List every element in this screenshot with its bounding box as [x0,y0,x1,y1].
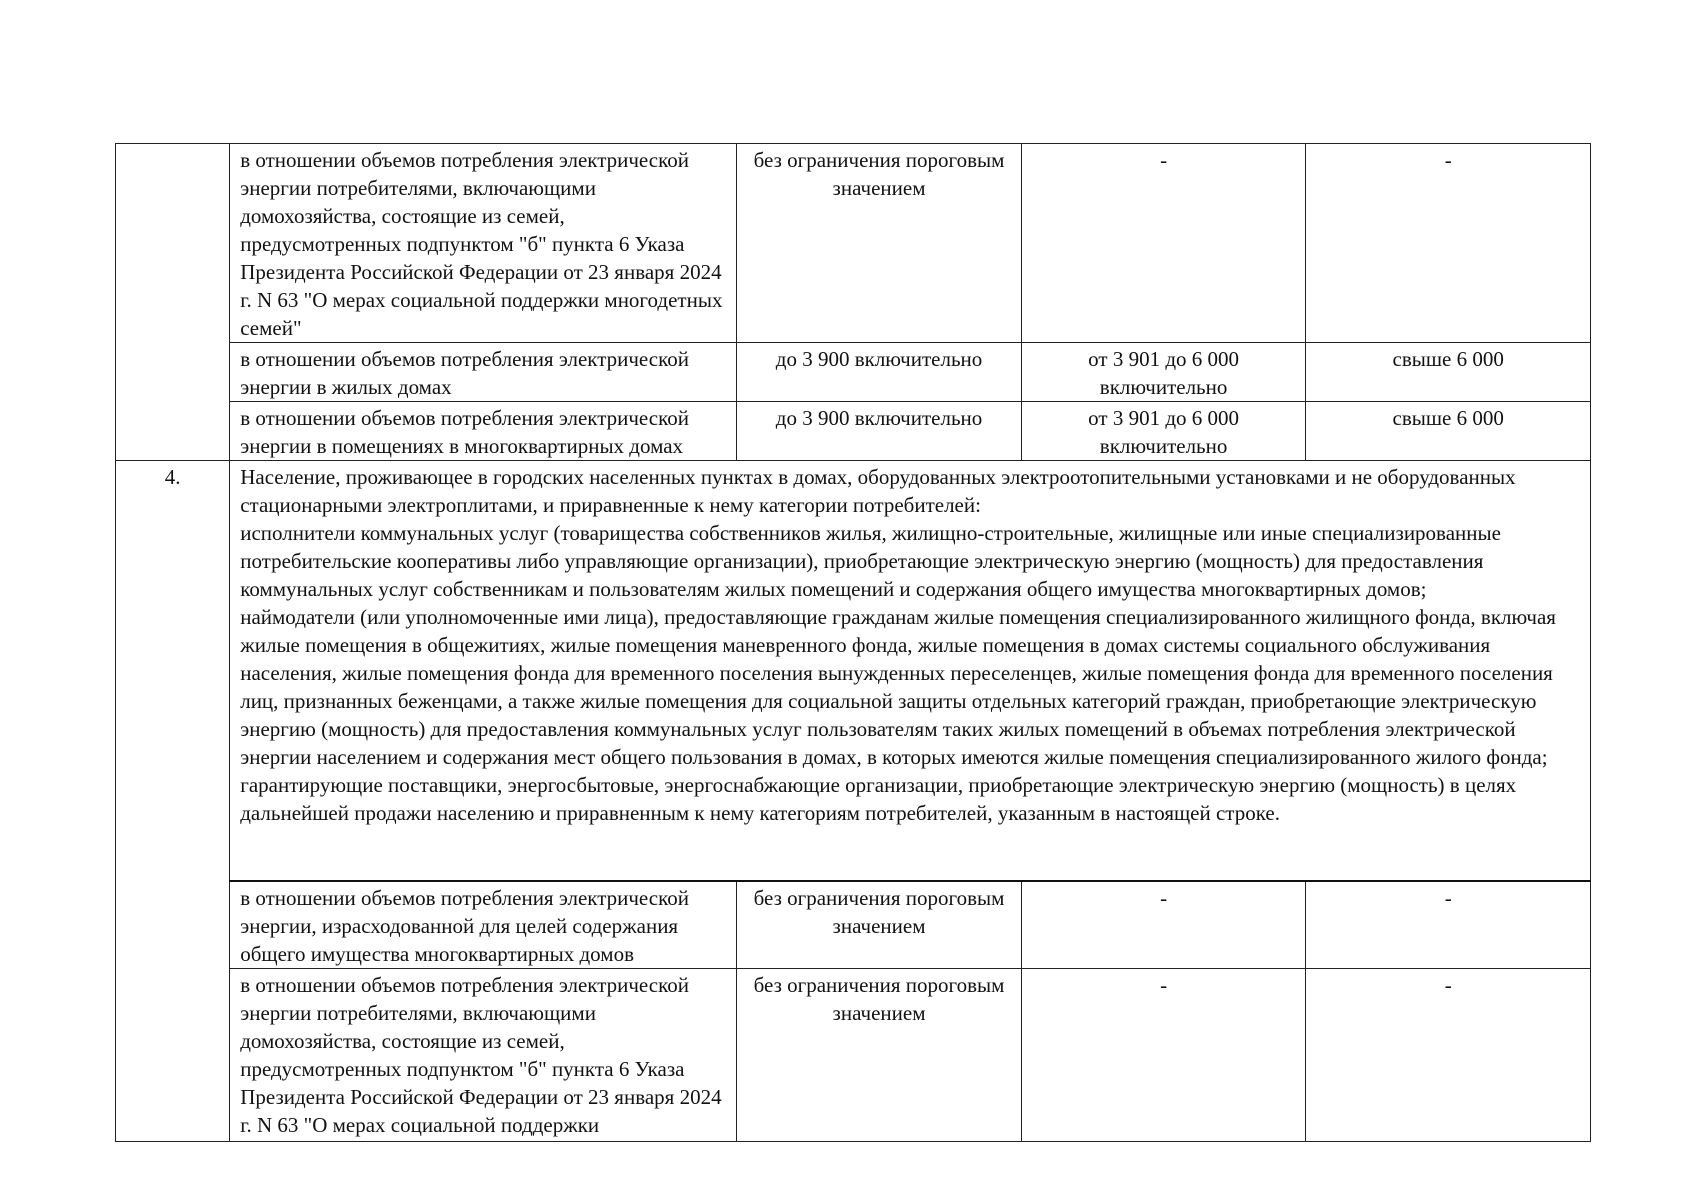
range-cell-1: без ограничения пороговым значением [737,144,1022,343]
description-text: в отношении объемов потребления электрической энергии потребителями, включающими домохозяйства, состоящие из семей, предусмотренных подпунктом "б" пункта 6 Указа Президента Российской Федерации от 23 января 2024 г. N 63 "О мерах социальной поддержки [240,972,722,1137]
range-cell-3: свыше 6 000 [1306,402,1591,461]
range-cell-3: - [1306,144,1591,343]
range-cell-2: - [1021,881,1306,969]
document-page [115,143,1591,1142]
description-cell: в отношении объемов потребления электрической энергии в помещениях в многоквартирных домах [230,402,737,461]
range-cell-3: - [1306,881,1591,969]
table-row [116,968,1591,1141]
range-cell-2: - [1021,968,1306,1141]
description-cell: в отношении объемов потребления электрической энергии потребителями, включающими домохозяйства, состоящие из семей, предусмотренных подпунктом "б" пункта 6 Указа Президента Российской Федерации от 23 января 2024 г. N 63 "О мерах социальной поддержки многодетных семей" [230,144,737,343]
section-description-cell [230,461,1591,881]
description-cell: в отношении объемов потребления электрической энергии, израсходованной для целей содержания общего имущества многоквартирных домов [230,881,737,969]
range-cell-1: до 3 900 включительно [737,343,1022,402]
table-row [116,402,1591,461]
section-paragraph: Население, проживающее в городских населенных пунктах в домах, оборудованных электроотопительными установками и не оборудованных стационарными электроплитами, и приравненные к нему категории потребителей: [240,465,1516,517]
description-cell: в отношении объемов потребления электрической энергии в жилых домах [230,343,737,402]
table-row [116,144,1591,343]
row-number-cell: 4. [116,461,230,1142]
range-cell-2: от 3 901 до 6 000 включительно [1021,343,1306,402]
section-paragraph: исполнители коммунальных услуг (товарищества собственников жилья, жилищно-строительные, жилищные или иные специализированные потребительские кооперативы либо управляющие организации), приобретающие электрическую энергию (мощность) для предоставления коммунальных услуг собственникам и пользователям жилых помещений и содержания общего имущества многоквартирных домов; [240,521,1501,601]
range-cell-1: без ограничения пороговым значением [737,968,1022,1141]
section-paragraph: гарантирующие поставщики, энергосбытовые, энергоснабжающие организации, приобретающие электрическую энергию (мощность) в целях дальнейшей продажи населению и приравненным к нему категориям потребителей, указанным в настоящей строке. [240,773,1517,825]
description-cell [230,968,737,1141]
range-cell-1: до 3 900 включительно [737,402,1022,461]
table-row [116,343,1591,402]
section-paragraph: наймодатели (или уполномоченные ими лица), предоставляющие гражданам жилые помещения специализированного жилищного фонда, включая жилые помещения в общежитиях, жилые помещения маневренного фонда, жилые помещения в домах системы социального обслуживания населения, жилые помещения фонда для временного поселения вынужденных переселенцев, жилые помещения фонда для временного поселения лиц, признанных беженцами, а также жилые помещения для социальной защиты отдельных категорий граждан, приобретающие электрическую энергию (мощность) для предоставления коммунальных услуг пользователям таких жилых помещений в объемах потребления электрической энергии населением и содержания мест общего пользования в домах, в которых имеются жилые помещения специализированного жилого фонда; [240,605,1556,769]
range-cell-3: - [1306,968,1591,1141]
tariff-table [115,143,1591,1142]
range-cell-1: без ограничения пороговым значением [737,881,1022,969]
table-row [116,461,1591,881]
row-number-cell [116,144,230,461]
range-cell-3: свыше 6 000 [1306,343,1591,402]
range-cell-2: от 3 901 до 6 000 включительно [1021,402,1306,461]
range-cell-2: - [1021,144,1306,343]
table-row [116,881,1591,969]
